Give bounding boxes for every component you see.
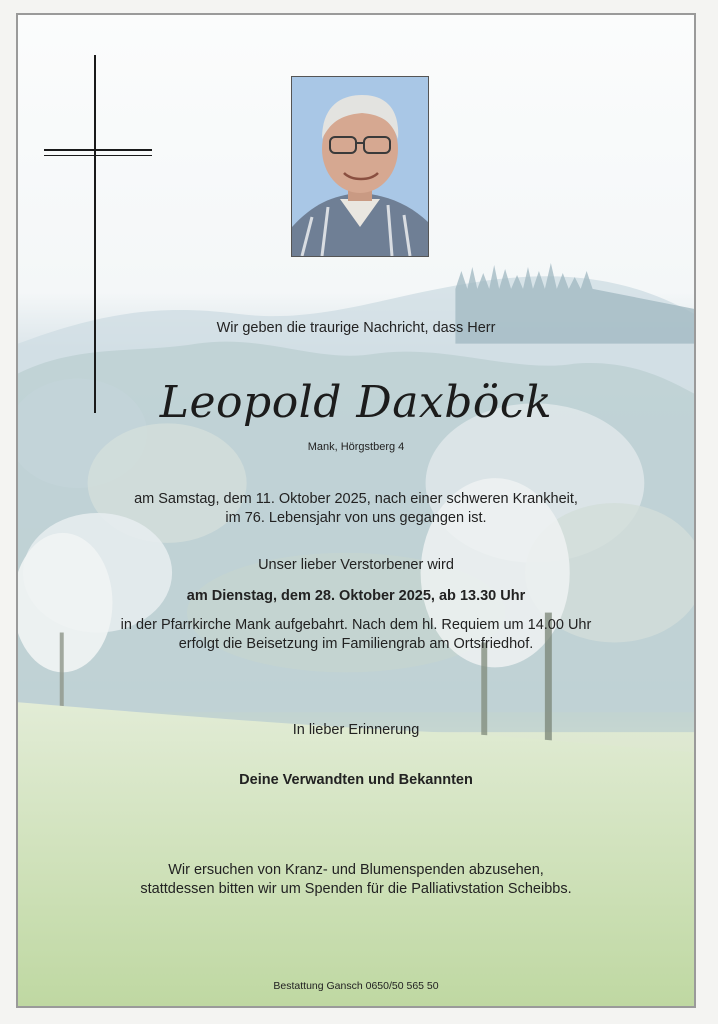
death-announcement — [18, 490, 694, 528]
memory-text: In lieber Erinnerung — [292, 722, 420, 738]
ceremony-line-1: in der Pfarrkirche Mank aufgebahrt. Nach dem hl. Requiem um 14.00 Uhr — [120, 617, 592, 633]
laid-out-intro: Unser lieber Verstorbener wird — [258, 557, 454, 573]
ceremony-details — [18, 616, 694, 654]
portrait-photo — [291, 76, 429, 257]
intro-text: Wir geben die traurige Nachricht, dass Herr — [216, 320, 496, 336]
appeal-line-2: stattdessen bitten wir um Spenden für die Palliativstation Scheibbs. — [140, 881, 572, 897]
cross-icon-horizontal-thin — [44, 155, 152, 156]
deceased-address: Mank, Hörgstberg 4 — [307, 441, 405, 453]
cross-icon-vertical — [94, 55, 96, 413]
undertaker-contact: Bestattung Gansch 0650/50 565 50 — [273, 980, 439, 992]
ceremony-line-2: erfolgt die Beisetzung im Familiengrab am Ortsfriedhof. — [178, 636, 534, 652]
death-line-1: am Samstag, dem 11. Oktober 2025, nach einer schweren Krankheit, — [134, 491, 578, 507]
deceased-name: Leopold Daxböck — [159, 377, 553, 428]
appeal-line-1: Wir ersuchen von Kranz- und Blumenspenden abzusehen, — [168, 862, 544, 878]
cross-icon-horizontal — [44, 149, 152, 151]
laid-out-date: am Dienstag, dem 28. Oktober 2025, ab 13.30 Uhr — [186, 588, 526, 604]
death-line-2: im 76. Lebensjahr von uns gegangen ist. — [225, 510, 487, 526]
obituary-card — [16, 13, 696, 1008]
family-signature: Deine Verwandten und Bekannten — [239, 772, 473, 788]
donation-appeal — [18, 861, 694, 899]
